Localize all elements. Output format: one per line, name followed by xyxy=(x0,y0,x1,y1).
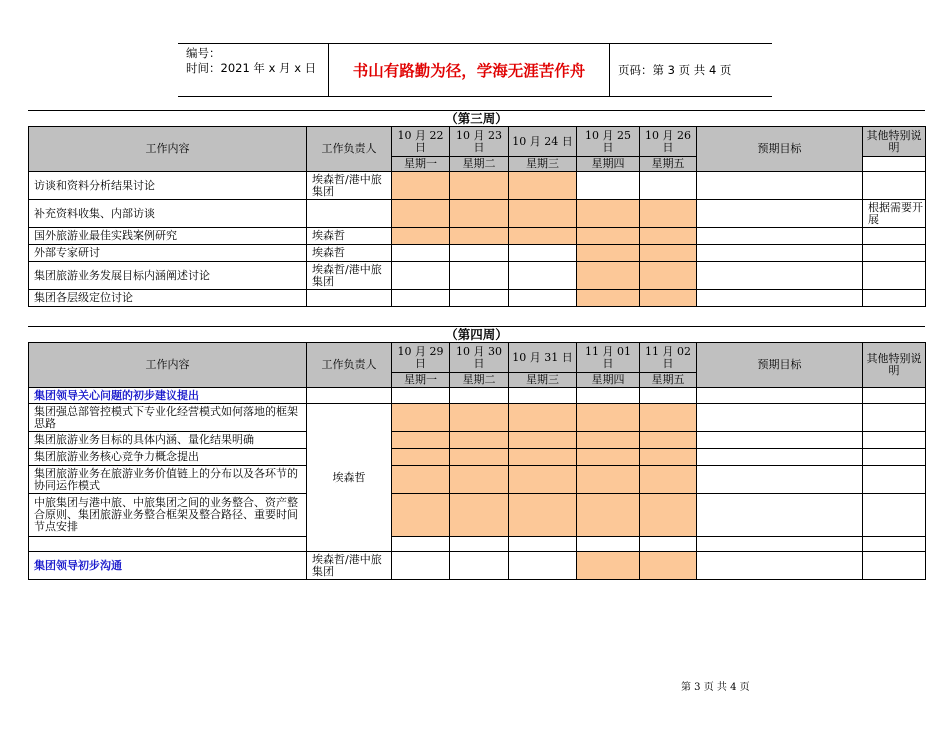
schedule-cell xyxy=(392,466,450,494)
schedule-cell xyxy=(450,228,509,245)
task-cell: 集团旅游业务在旅游业务价值链上的分布以及各环节的协同运作模式 xyxy=(29,466,307,494)
note-cell xyxy=(863,449,926,466)
col-owner-header: 工作负责人 xyxy=(307,127,392,172)
owner-cell: 埃森哲/港中旅集团 xyxy=(307,262,392,290)
blank-cell xyxy=(450,537,509,552)
goal-cell xyxy=(697,228,863,245)
schedule-cell xyxy=(577,404,640,432)
owner-cell: 埃森哲/港中旅集团 xyxy=(307,172,392,200)
schedule-cell xyxy=(509,200,577,228)
schedule-cell xyxy=(640,449,697,466)
schedule-cell xyxy=(640,290,697,307)
date-header: 10 月 25 日 xyxy=(577,127,640,157)
table-row xyxy=(29,172,926,200)
time-label: 时间：2021 年 x 月 x 日 xyxy=(186,61,317,75)
weekday-header: 星期一 xyxy=(392,157,450,172)
table-row xyxy=(29,404,926,432)
task-cell: 访谈和资料分析结果讨论 xyxy=(29,172,307,200)
owner-cell: 埃森哲 xyxy=(307,228,392,245)
schedule-cell xyxy=(392,200,450,228)
weekday-header: 星期四 xyxy=(577,373,640,388)
schedule-cell xyxy=(640,432,697,449)
number-label: 编号： xyxy=(186,46,221,60)
week3-title: （第三周） xyxy=(445,111,508,126)
owner-cell xyxy=(307,290,392,307)
weekday-header: 星期四 xyxy=(577,157,640,172)
schedule-cell xyxy=(450,200,509,228)
schedule-cell xyxy=(577,494,640,537)
blank-cell xyxy=(509,388,577,404)
blank-cell xyxy=(577,388,640,404)
note-header-blank xyxy=(863,157,926,172)
schedule-cell xyxy=(640,494,697,537)
task-cell: 集团旅游业务目标的具体内涵、量化结果明确 xyxy=(29,432,307,449)
col-task-header: 工作内容 xyxy=(29,127,307,172)
section-row xyxy=(29,388,926,404)
schedule-cell xyxy=(450,552,509,580)
date-header: 10 月 29 日 xyxy=(392,343,450,373)
schedule-cell xyxy=(392,228,450,245)
col-goal-header: 预期目标 xyxy=(697,127,863,172)
goal-cell xyxy=(697,552,863,580)
schedule-cell xyxy=(392,262,450,290)
blank-cell xyxy=(392,388,450,404)
schedule-cell xyxy=(640,404,697,432)
goal-cell xyxy=(697,449,863,466)
task-cell: 补充资料收集、内部访谈 xyxy=(29,200,307,228)
schedule-cell xyxy=(577,245,640,262)
goal-cell xyxy=(697,466,863,494)
table-row xyxy=(29,262,926,290)
schedule-cell xyxy=(577,228,640,245)
schedule-cell xyxy=(509,404,577,432)
date-header: 10 月 31 日 xyxy=(509,343,577,373)
schedule-cell xyxy=(640,245,697,262)
goal-cell xyxy=(697,245,863,262)
goal-cell xyxy=(697,494,863,537)
schedule-cell xyxy=(509,552,577,580)
schedule-cell xyxy=(392,449,450,466)
weekday-header: 星期一 xyxy=(392,373,450,388)
weekday-header: 星期二 xyxy=(450,157,509,172)
schedule-cell xyxy=(640,262,697,290)
section-title: 集团领导关心问题的初步建议提出 xyxy=(29,388,307,404)
schedule-cell xyxy=(640,552,697,580)
table-row xyxy=(29,537,926,552)
schedule-cell xyxy=(509,290,577,307)
schedule-cell xyxy=(577,262,640,290)
task-cell: 集团各层级定位讨论 xyxy=(29,290,307,307)
section-row xyxy=(29,552,926,580)
date-header: 10 月 23 日 xyxy=(450,127,509,157)
blank-cell xyxy=(697,537,863,552)
schedule-cell xyxy=(509,494,577,537)
page-footer: 第 3 页 共 4 页 xyxy=(681,682,750,693)
week4-section xyxy=(28,326,925,580)
weekday-header: 星期三 xyxy=(509,157,577,172)
date-header: 10 月 24 日 xyxy=(509,127,577,157)
note-cell xyxy=(863,290,926,307)
blank-cell xyxy=(29,537,307,552)
blank-cell xyxy=(509,537,577,552)
col-goal-header: 预期目标 xyxy=(697,343,863,388)
note-cell xyxy=(863,172,926,200)
schedule-cell xyxy=(450,432,509,449)
task-cell: 中旅集团与港中旅、中旅集团之间的业务整合、资产整合原则、集团旅游业务整合框架及整合路径、重要时间节点安排 xyxy=(29,494,307,537)
schedule-cell xyxy=(450,245,509,262)
schedule-cell xyxy=(509,172,577,200)
goal-cell xyxy=(697,172,863,200)
schedule-cell xyxy=(392,290,450,307)
blank-cell xyxy=(640,537,697,552)
col-note-header: 其他特别说明 xyxy=(863,127,926,157)
owner-cell xyxy=(307,200,392,228)
note-cell xyxy=(863,432,926,449)
schedule-cell xyxy=(450,290,509,307)
blank-cell xyxy=(640,388,697,404)
schedule-cell xyxy=(509,228,577,245)
note-cell xyxy=(863,494,926,537)
goal-cell xyxy=(697,404,863,432)
schedule-cell xyxy=(577,172,640,200)
blank-cell xyxy=(863,537,926,552)
owner-cell: 埃森哲 xyxy=(307,245,392,262)
schedule-cell xyxy=(577,552,640,580)
weekday-header: 星期三 xyxy=(509,373,577,388)
table-row xyxy=(29,290,926,307)
schedule-cell xyxy=(577,466,640,494)
date-header: 10 月 26 日 xyxy=(640,127,697,157)
note-cell xyxy=(863,404,926,432)
week3-section xyxy=(28,110,925,307)
task-cell: 集团强总部管控模式下专业化经营模式如何落地的框架思路 xyxy=(29,404,307,432)
owner-cell: 埃森哲/港中旅集团 xyxy=(307,552,392,580)
header-meta xyxy=(178,44,329,96)
goal-cell xyxy=(697,200,863,228)
table-row xyxy=(29,228,926,245)
date-header: 10 月 30 日 xyxy=(450,343,509,373)
goal-cell xyxy=(697,432,863,449)
note-cell xyxy=(863,552,926,580)
owner-cell: 埃森哲 xyxy=(307,404,392,552)
page-header xyxy=(178,43,772,97)
schedule-cell xyxy=(577,432,640,449)
schedule-cell xyxy=(450,449,509,466)
table-row xyxy=(29,432,926,449)
schedule-cell xyxy=(509,245,577,262)
schedule-cell xyxy=(640,200,697,228)
slogan: 书山有路勤为径，学海无涯苦作舟 xyxy=(329,44,610,96)
weekday-header: 星期五 xyxy=(640,373,697,388)
table-row xyxy=(29,494,926,537)
col-note-header: 其他特别说明 xyxy=(863,343,926,388)
task-cell: 集团旅游业务核心竞争力概念提出 xyxy=(29,449,307,466)
col-owner-header: 工作负责人 xyxy=(307,343,392,388)
schedule-cell xyxy=(392,172,450,200)
schedule-cell xyxy=(640,466,697,494)
schedule-cell xyxy=(577,290,640,307)
page-label: 页码：第 3 页 共 4 页 xyxy=(618,63,732,77)
schedule-cell xyxy=(640,172,697,200)
schedule-cell xyxy=(450,494,509,537)
goal-cell xyxy=(697,290,863,307)
blank-cell xyxy=(577,537,640,552)
table-row xyxy=(29,449,926,466)
note-cell: 根据需要开展 xyxy=(863,200,926,228)
schedule-cell xyxy=(450,172,509,200)
schedule-cell xyxy=(577,200,640,228)
note-cell xyxy=(863,245,926,262)
task-cell: 外部专家研讨 xyxy=(29,245,307,262)
schedule-cell xyxy=(392,552,450,580)
weekday-header: 星期五 xyxy=(640,157,697,172)
schedule-cell xyxy=(509,466,577,494)
date-header: 10 月 22 日 xyxy=(392,127,450,157)
blank-cell xyxy=(863,388,926,404)
blank-cell xyxy=(450,388,509,404)
schedule-cell xyxy=(450,262,509,290)
section-title: 集团领导初步沟通 xyxy=(29,552,307,580)
schedule-cell xyxy=(450,466,509,494)
table-row xyxy=(29,466,926,494)
table-row xyxy=(29,245,926,262)
blank-cell xyxy=(307,388,392,404)
schedule-cell xyxy=(392,245,450,262)
week3-table xyxy=(28,126,926,307)
note-cell xyxy=(863,228,926,245)
week4-table xyxy=(28,342,926,580)
schedule-cell xyxy=(392,494,450,537)
col-task-header: 工作内容 xyxy=(29,343,307,388)
schedule-cell xyxy=(392,404,450,432)
schedule-cell xyxy=(509,449,577,466)
date-header: 11 月 01 日 xyxy=(577,343,640,373)
schedule-cell xyxy=(640,228,697,245)
blank-cell xyxy=(697,388,863,404)
schedule-cell xyxy=(509,262,577,290)
goal-cell xyxy=(697,262,863,290)
schedule-cell xyxy=(577,449,640,466)
task-cell: 集团旅游业务发展目标内涵阐述讨论 xyxy=(29,262,307,290)
note-cell xyxy=(863,262,926,290)
blank-cell xyxy=(392,537,450,552)
table-row xyxy=(29,200,926,228)
week4-title: （第四周） xyxy=(445,327,508,342)
note-cell xyxy=(863,466,926,494)
task-cell: 国外旅游业最佳实践案例研究 xyxy=(29,228,307,245)
schedule-cell xyxy=(509,432,577,449)
weekday-header: 星期二 xyxy=(450,373,509,388)
schedule-cell xyxy=(392,432,450,449)
date-header: 11 月 02 日 xyxy=(640,343,697,373)
schedule-cell xyxy=(450,404,509,432)
